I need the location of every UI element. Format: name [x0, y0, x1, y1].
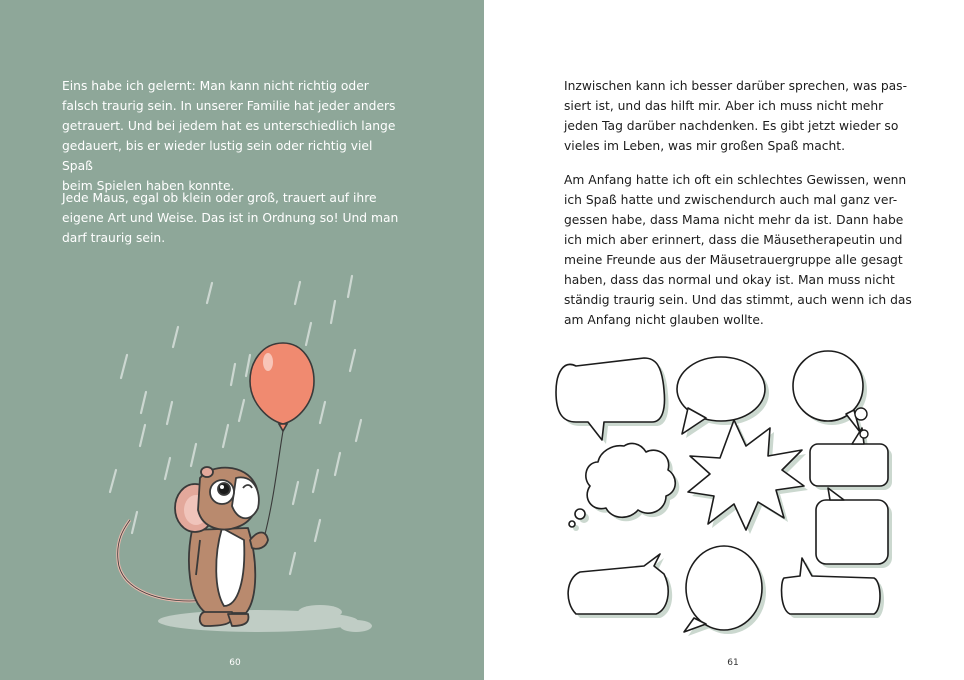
text-line: siert ist, und das hilft mir. Aber ich muss nicht mehr	[564, 99, 884, 113]
page-number: 60	[229, 658, 241, 668]
page-number: 61	[727, 658, 739, 668]
text-line: darf traurig sein.	[62, 231, 166, 245]
speech-bubble	[810, 428, 888, 486]
text-line: falsch traurig sein. In unserer Familie hat jeder anders	[62, 99, 396, 113]
text-line: ich Spaß hatte und zwischendurch auch mal ganz ver-	[564, 193, 898, 207]
text-line: ich mich aber erinnert, dass die Mäusetherapeutin und	[564, 233, 903, 247]
text-line: vieles im Leben, was mir großen Spaß macht.	[564, 139, 846, 153]
bubble-outlines	[556, 351, 888, 632]
text-line: beim Spielen haben konnte.	[62, 179, 235, 193]
text-line: meine Freunde aus der Mäusetrauergruppe alle gesagt	[564, 253, 903, 267]
speech-bubble	[793, 351, 863, 432]
text-line: getrauert. Und bei jedem hat es unterschiedlich lange	[62, 119, 396, 133]
text-line: ständig traurig sein. Und das stimmt, auch wenn ich das	[564, 293, 912, 307]
puddle	[158, 605, 372, 632]
text-line: Eins habe ich gelernt: Man kann nicht richtig oder	[62, 79, 369, 93]
speech-bubbles-illustration	[484, 0, 964, 680]
text-line: Inzwischen kann ich besser darüber sprechen, was pas-	[564, 79, 908, 93]
text-line: jeden Tag darüber nachdenken. Es gibt jetzt wieder so	[564, 119, 899, 133]
speech-bubble	[556, 358, 665, 440]
mouse	[118, 467, 268, 626]
text-line: Jede Maus, egal ob klein oder groß, trauert auf ihre	[62, 191, 377, 205]
speech-bubble	[684, 546, 762, 632]
text-line: Am Anfang hatte ich oft ein schlechtes Gewissen, wenn	[564, 173, 907, 187]
shout-bubble	[688, 420, 804, 530]
text-line: gessen habe, dass Mama nicht mehr da ist. Dann habe	[564, 213, 904, 227]
balloon	[250, 343, 314, 538]
text-line: haben, dass das normal und okay ist. Man muss nicht	[564, 273, 895, 287]
text-line: gedauert, bis er wieder lustig sein oder richtig viel Spaß	[62, 139, 373, 173]
text-line: am Anfang nicht glauben wollte.	[564, 313, 764, 327]
speech-bubble	[568, 554, 668, 614]
speech-bubble	[816, 488, 888, 564]
text-line: eigene Art und Weise. Das ist in Ordnung so! Und man	[62, 211, 399, 225]
right-page	[484, 0, 964, 680]
